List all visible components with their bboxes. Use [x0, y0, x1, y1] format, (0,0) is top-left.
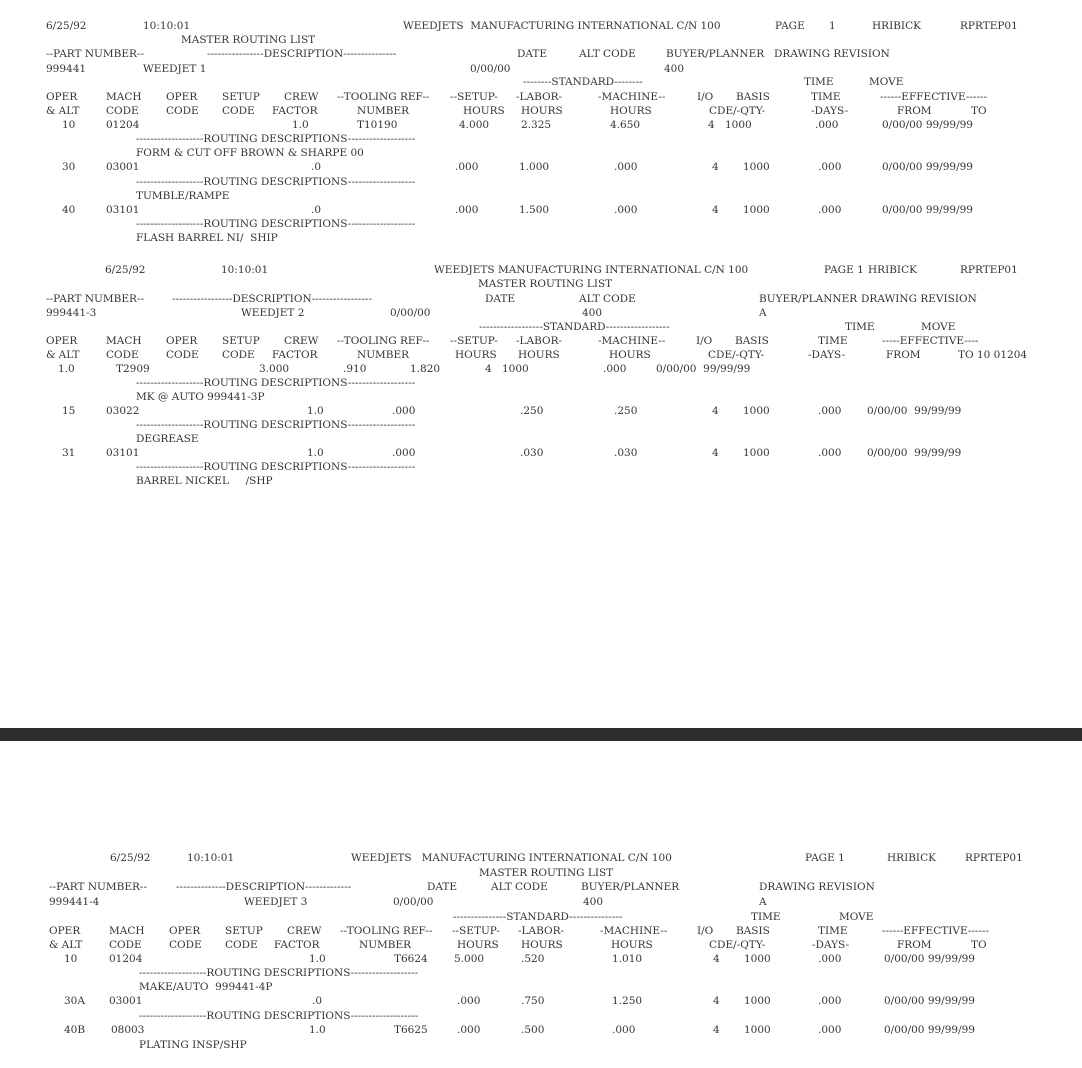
col-tooling: --TOOLING REF-- [340, 925, 433, 937]
basis-qty: 1000 [744, 995, 771, 1007]
io-code: 4 [712, 447, 719, 459]
labor-hours: .030 [520, 447, 544, 459]
col-time: TIME [818, 335, 848, 347]
crew-factor: 1.0 [309, 953, 326, 965]
col-mach-code: CODE [106, 105, 139, 117]
part-description: WEEDJET 1 [143, 63, 207, 75]
col-oper: OPER [49, 925, 81, 937]
report-date: 6/25/92 [110, 852, 151, 864]
buyer-planner-label: BUYER/PLANNER [666, 48, 765, 60]
buyer-planner-label: BUYER/PLANNER [581, 881, 680, 893]
program-id: RPRTEP01 [960, 20, 1018, 32]
basis-qty: 1000 [743, 204, 770, 216]
col-time: TIME [818, 925, 848, 937]
standard-header: ------------------STANDARD------------------ [479, 321, 670, 333]
date-label: DATE [427, 881, 458, 893]
alt-code-label: ALT CODE [579, 48, 636, 60]
col-mach: MACH [106, 335, 142, 347]
company-name: WEEDJETS MANUFACTURING INTERNATIONAL C/N 100 [351, 852, 672, 864]
move-header: MOVE [921, 321, 956, 333]
col-setup: SETUP [225, 925, 263, 937]
routing-desc-divider: -------------------ROUTING DESCRIPTIONS------------------- [136, 218, 416, 230]
routing-description: DEGREASE [136, 433, 199, 445]
mach-code: 03001 [109, 995, 143, 1007]
page-label: PAGE 1 [824, 264, 864, 276]
crew-factor: 1.0 [307, 405, 324, 417]
crew-factor: .0 [311, 161, 322, 173]
basis-qty: 1000 [725, 119, 752, 131]
routing-description: MK @ AUTO 999441-3P [136, 391, 265, 403]
time-days: .000 [818, 1024, 842, 1036]
report-time: 10:10:01 [187, 852, 235, 864]
program-id: RPRTEP01 [960, 264, 1018, 276]
tooling-number: .910 [343, 363, 367, 375]
op-number: 15 [62, 405, 76, 417]
time-header: TIME [845, 321, 875, 333]
drawing-revision: A [759, 307, 767, 319]
col-machine: -MACHINE-- [598, 91, 666, 103]
col-hours2: HOURS [521, 105, 563, 117]
op-number: 30A [64, 995, 85, 1007]
effective-dates: 0/00/00 99/99/99 [656, 363, 751, 375]
col-from: FROM [897, 105, 932, 117]
tooling-number: T6624 [394, 953, 428, 965]
setup-hours: 4.000 [459, 119, 490, 131]
mach-code: 03101 [106, 204, 140, 216]
labor-hours: .500 [521, 1024, 545, 1036]
alt-code: 400 [582, 307, 603, 319]
report-subtitle: MASTER ROUTING LIST [479, 867, 614, 879]
mach-code: 01204 [106, 119, 140, 131]
col-setup-code: CODE [225, 939, 258, 951]
col-cde-qty: CDE/-QTY- [708, 349, 765, 361]
labor-hours: 1.500 [519, 204, 550, 216]
routing-description: FORM & CUT OFF BROWN & SHARPE 00 [136, 147, 364, 159]
tooling-number: T6625 [394, 1024, 428, 1036]
routing-description: BARREL NICKEL /SHP [136, 475, 273, 487]
col-number: NUMBER [357, 105, 410, 117]
crew-factor: 3.000 [259, 363, 290, 375]
op-number: 40B [64, 1024, 86, 1036]
col-oper-code: OPER [166, 91, 198, 103]
col-to: TO [971, 939, 987, 951]
routing-desc-divider: -------------------ROUTING DESCRIPTIONS------------------- [139, 967, 419, 979]
page-divider [0, 728, 1082, 741]
machine-hours: 1.010 [612, 953, 643, 965]
col-alt: & ALT [46, 349, 80, 361]
io-code: 4 [708, 119, 715, 131]
time-days: .000 [818, 447, 842, 459]
part-description: WEEDJET 2 [241, 307, 305, 319]
mach-code: 01204 [109, 953, 143, 965]
col-to: TO 10 01204 [958, 349, 1028, 361]
machine-hours: .000 [614, 204, 638, 216]
col-days: -DAYS- [812, 939, 850, 951]
col-tooling: --TOOLING REF-- [337, 335, 430, 347]
description-label: ----------------DESCRIPTION--------------- [207, 48, 397, 60]
report-time: 10:10:01 [143, 20, 191, 32]
effective-dates: 0/00/00 99/99/99 [867, 405, 962, 417]
part-date: 0/00/00 [393, 896, 434, 908]
drawing-revision-label: DRAWING REVISION [861, 293, 977, 305]
col-oper-code2: CODE [166, 105, 199, 117]
col-mach-code: CODE [106, 349, 139, 361]
user-id: HRIBICK [868, 264, 917, 276]
col-hours3: HOURS [611, 939, 653, 951]
col-effective: ------EFFECTIVE------ [880, 91, 988, 103]
col-setup: SETUP [222, 335, 260, 347]
op-number: 10 [64, 953, 78, 965]
drawing-revision-label: DRAWING REVISION [774, 48, 890, 60]
col-tooling: --TOOLING REF-- [337, 91, 430, 103]
col-crew: CREW [287, 925, 322, 937]
col-hours3: HOURS [609, 349, 651, 361]
time-days: .000 [818, 995, 842, 1007]
crew-factor: .0 [312, 995, 323, 1007]
col-machine: -MACHINE-- [600, 925, 668, 937]
mach-code: 03101 [106, 447, 140, 459]
setup-hours: .000 [455, 204, 479, 216]
effective-dates: 0/00/00 99/99/99 [884, 995, 975, 1007]
buyer-planner-label: BUYER/PLANNER [759, 293, 858, 305]
col-hours: HOURS [457, 939, 499, 951]
move-header: MOVE [869, 76, 904, 88]
routing-description: FLASH BARREL NI/ SHIP [136, 232, 278, 244]
program-id: RPRTEP01 [965, 852, 1023, 864]
time-days: .000 [818, 204, 842, 216]
company-name: WEEDJETS MANUFACTURING INTERNATIONAL C/N 100 [434, 264, 749, 276]
page-label: PAGE 1 [805, 852, 845, 864]
col-crew: CREW [284, 335, 319, 347]
col-number: NUMBER [359, 939, 412, 951]
io-code: 4 [485, 363, 492, 375]
machine-hours: .250 [614, 405, 638, 417]
col-crew: CREW [284, 91, 319, 103]
machine-hours: .000 [614, 161, 638, 173]
mach-code: T2909 [116, 363, 150, 375]
routing-desc-divider: -------------------ROUTING DESCRIPTIONS------------------- [136, 461, 416, 473]
part-number: 999441-4 [49, 896, 100, 908]
col-setup-code: CODE [222, 105, 255, 117]
part-number-label: --PART NUMBER-- [46, 293, 145, 305]
buyer-planner: 400 [664, 63, 685, 75]
op-number: 40 [62, 204, 76, 216]
report-date: 6/25/92 [46, 20, 87, 32]
col-from: FROM [897, 939, 932, 951]
basis-qty: 1000 [744, 953, 771, 965]
col-io: I/O [696, 335, 713, 347]
col-factor: FACTOR [272, 349, 318, 361]
user-id: HRIBICK [872, 20, 921, 32]
move-header: MOVE [839, 911, 874, 923]
effective-dates: 0/00/00 99/99/99 [884, 953, 975, 965]
report-subtitle: MASTER ROUTING LIST [478, 278, 613, 290]
col-hours3: HOURS [610, 105, 652, 117]
date-label: DATE [517, 48, 548, 60]
drawing-revision: A [759, 896, 767, 908]
io-code: 4 [712, 204, 719, 216]
routing-desc-divider: -------------------ROUTING DESCRIPTIONS------------------- [136, 133, 416, 145]
machine-hours: .000 [612, 1024, 636, 1036]
col-basis: BASIS [735, 335, 769, 347]
labor-hours: .520 [521, 953, 545, 965]
effective-dates: 0/00/00 99/99/99 [882, 119, 973, 131]
date-label: DATE [485, 293, 516, 305]
col-hours2: HOURS [518, 349, 560, 361]
col-oper: OPER [46, 91, 78, 103]
time-days: .000 [603, 363, 627, 375]
crew-factor: 1.0 [292, 119, 309, 131]
alt-code: 400 [583, 896, 604, 908]
time-days: .000 [818, 161, 842, 173]
effective-dates: 0/00/00 99/99/99 [882, 161, 973, 173]
op-number: 1.0 [58, 363, 75, 375]
standard-header: --------STANDARD-------- [523, 76, 643, 88]
basis-qty: 1000 [744, 1024, 771, 1036]
col-labor: -LABOR- [518, 925, 565, 937]
io-code: 4 [713, 995, 720, 1007]
col-setup: SETUP [222, 91, 260, 103]
col-days: -DAYS- [811, 105, 849, 117]
labor-hours: .750 [521, 995, 545, 1007]
col-machine: -MACHINE-- [598, 335, 666, 347]
mach-code: 03022 [106, 405, 140, 417]
col-from: FROM [886, 349, 921, 361]
page-label: PAGE [775, 20, 805, 32]
setup-hours: .000 [457, 995, 481, 1007]
time-days: .000 [815, 119, 839, 131]
col-setup-code: CODE [222, 349, 255, 361]
col-oper-code2: CODE [166, 349, 199, 361]
col-mach: MACH [109, 925, 145, 937]
col-hours2: HOURS [521, 939, 563, 951]
user-id: HRIBICK [887, 852, 936, 864]
mach-code: 08003 [111, 1024, 145, 1036]
report-time: 10:10:01 [221, 264, 269, 276]
basis-qty: 1000 [743, 447, 770, 459]
time-days: .000 [818, 405, 842, 417]
machine-hours: 1.250 [612, 995, 643, 1007]
col-number: NUMBER [357, 349, 410, 361]
part-date: 0/00/00 [470, 63, 511, 75]
col-days: -DAYS- [808, 349, 846, 361]
col-cde-qty: CDE/-QTY- [709, 105, 766, 117]
crew-factor: .0 [311, 204, 322, 216]
company-name: WEEDJETS MANUFACTURING INTERNATIONAL C/N 100 [403, 20, 721, 32]
part-description: WEEDJET 3 [244, 896, 308, 908]
col-alt: & ALT [46, 105, 80, 117]
col-io: I/O [697, 925, 714, 937]
col-alt: & ALT [49, 939, 83, 951]
crew-factor: 1.0 [309, 1024, 326, 1036]
col-setup-hours: --SETUP- [452, 925, 500, 937]
routing-desc-divider: -------------------ROUTING DESCRIPTIONS------------------- [136, 419, 416, 431]
effective-dates: 0/00/00 99/99/99 [884, 1024, 975, 1036]
col-to: TO [971, 105, 987, 117]
basis-qty: 1000 [743, 405, 770, 417]
mach-code: 03001 [106, 161, 140, 173]
setup-hours: 5.000 [454, 953, 485, 965]
col-labor: -LABOR- [516, 335, 563, 347]
basis-qty: 1000 [743, 161, 770, 173]
col-setup-hours: --SETUP- [450, 91, 498, 103]
tooling-number: .000 [392, 447, 416, 459]
io-code: 4 [712, 405, 719, 417]
tooling-number: T10190 [357, 119, 398, 131]
col-mach: MACH [106, 91, 142, 103]
op-number: 31 [62, 447, 76, 459]
drawing-revision-label: DRAWING REVISION [759, 881, 875, 893]
io-code: 4 [712, 161, 719, 173]
col-hours: HOURS [463, 105, 505, 117]
part-number: 999441 [46, 63, 87, 75]
col-factor: FACTOR [274, 939, 320, 951]
routing-description: PLATING INSP/SHP [139, 1039, 247, 1051]
machine-hours: .030 [614, 447, 638, 459]
setup-hours: 1.820 [410, 363, 441, 375]
setup-hours: .000 [457, 1024, 481, 1036]
col-setup-hours: --SETUP- [450, 335, 498, 347]
time-header: TIME [804, 76, 834, 88]
machine-hours: 4.650 [610, 119, 641, 131]
description-label: -----------------DESCRIPTION----------------- [172, 293, 373, 305]
standard-header: ---------------STANDARD--------------- [453, 911, 623, 923]
crew-factor: 1.0 [307, 447, 324, 459]
col-oper-code: OPER [166, 335, 198, 347]
effective-dates: 0/00/00 99/99/99 [867, 447, 962, 459]
col-hours: HOURS [455, 349, 497, 361]
col-cde-qty: CDE/-QTY- [709, 939, 766, 951]
col-mach-code: CODE [109, 939, 142, 951]
col-time: TIME [811, 91, 841, 103]
op-number: 30 [62, 161, 76, 173]
col-oper-code: OPER [169, 925, 201, 937]
page-number: 1 [829, 20, 836, 32]
labor-hours: .250 [520, 405, 544, 417]
io-code: 4 [713, 953, 720, 965]
col-io: I/O [697, 91, 714, 103]
col-basis: BASIS [736, 91, 770, 103]
report-date: 6/25/92 [105, 264, 146, 276]
setup-hours: .000 [455, 161, 479, 173]
alt-code-label: ALT CODE [579, 293, 636, 305]
routing-desc-divider: -------------------ROUTING DESCRIPTIONS------------------- [139, 1010, 419, 1022]
labor-hours: 1.000 [519, 161, 550, 173]
col-effective: -----EFFECTIVE---- [882, 335, 979, 347]
op-number: 10 [62, 119, 76, 131]
routing-description: MAKE/AUTO 999441-4P [139, 981, 273, 993]
part-number-label: --PART NUMBER-- [49, 881, 148, 893]
col-labor: -LABOR- [516, 91, 563, 103]
part-number: 999441-3 [46, 307, 97, 319]
basis-qty: 1000 [502, 363, 529, 375]
io-code: 4 [713, 1024, 720, 1036]
alt-code-label: ALT CODE [491, 881, 548, 893]
labor-hours: 2.325 [521, 119, 552, 131]
time-days: .000 [818, 953, 842, 965]
report-subtitle: MASTER ROUTING LIST [181, 34, 316, 46]
report-page-2 [0, 741, 1082, 1068]
col-oper: OPER [46, 335, 78, 347]
description-label: --------------DESCRIPTION------------- [176, 881, 352, 893]
time-header: TIME [751, 911, 781, 923]
routing-desc-divider: -------------------ROUTING DESCRIPTIONS------------------- [136, 176, 416, 188]
tooling-number: .000 [392, 405, 416, 417]
part-number-label: --PART NUMBER-- [46, 48, 145, 60]
routing-description: TUMBLE/RAMPE [136, 190, 230, 202]
col-basis: BASIS [736, 925, 770, 937]
col-oper-code2: CODE [169, 939, 202, 951]
effective-dates: 0/00/00 99/99/99 [882, 204, 973, 216]
routing-desc-divider: -------------------ROUTING DESCRIPTIONS------------------- [136, 377, 416, 389]
col-factor: FACTOR [272, 105, 318, 117]
part-date: 0/00/00 [390, 307, 431, 319]
col-effective: ------EFFECTIVE------ [882, 925, 990, 937]
